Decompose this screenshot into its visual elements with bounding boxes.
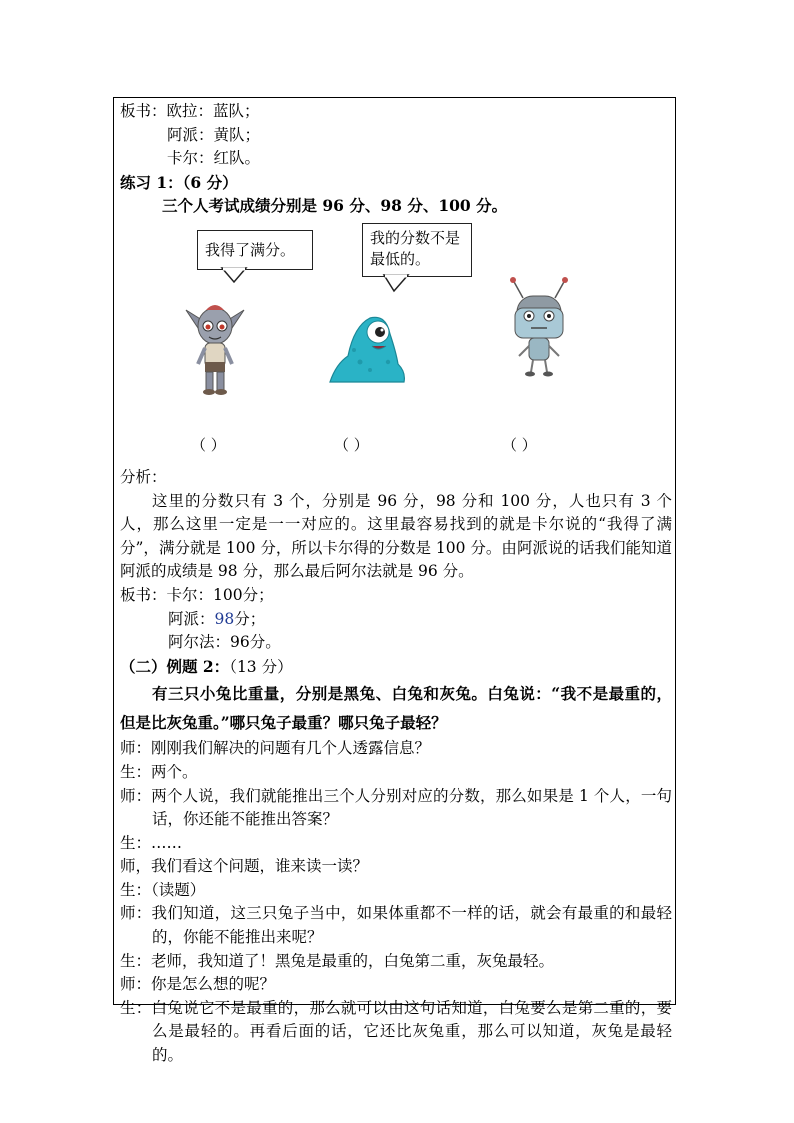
- speech-bubble-full-score: [197, 230, 313, 270]
- answer-blank-2[interactable]: （ ）: [334, 435, 369, 454]
- dialogue-line-7: 师：我们知道，这三只兔子当中，如果体重都不一样的话，就会有最重的和最轻的，你能不能推出来呢？: [120, 904, 672, 947]
- exercise-1-figure: [120, 218, 672, 466]
- robot-character-icon: [503, 276, 575, 402]
- dialogue-line-8: 生：老师，我知道了！黑兔是最重的，白兔第二重，灰兔最轻。: [120, 951, 555, 970]
- example-2-label: （二）例题 2：: [120, 656, 230, 676]
- dialogue-line-1: 师：刚刚我们解决的问题有几个人透露信息？: [120, 739, 431, 758]
- dialogue-line-10: 生：白兔说它不是最重的，那么就可以由这句话知道，白兔要么是第二重的，要么是最轻的。再看后面的话，它还比灰兔重，那么可以知道，灰兔是最轻的。: [120, 998, 672, 1065]
- example-2-question: 有三只小兔比重量，分别是黑兔、白兔和灰兔。白兔说：“我不是最重的，但是比灰兔重。”哪只兔子最重？哪只兔子最轻？: [120, 684, 672, 733]
- dialogue-line-4: 生：……: [120, 833, 183, 852]
- example-2-title: [120, 655, 672, 680]
- answer-blank-3[interactable]: （ ）: [502, 435, 537, 454]
- exercise-1-title: 练习 1：（6 分）: [120, 172, 238, 192]
- speech-bubble-text-line-1: 我的分数不是: [370, 228, 461, 247]
- speech-bubble-tail: [382, 275, 412, 293]
- speech-bubble-text: 我得了满分。: [205, 240, 296, 259]
- board-notes2-name: 阿派：: [168, 609, 215, 628]
- example-2-points: （13 分）: [229, 657, 293, 676]
- dialogue-line-9: 师：你是怎么想的呢？: [120, 975, 276, 994]
- board-notes-line-3: 卡尔：红队。: [167, 149, 261, 168]
- answer-blank-1[interactable]: （ ）: [191, 435, 226, 454]
- board-notes2-line-3: 阿尔法：96分。: [168, 633, 281, 652]
- lesson-table-cell: [113, 97, 676, 1065]
- goblin-character-icon: [182, 290, 248, 398]
- dialogue-line-5: 师，我们看这个问题，谁来读一读？: [120, 857, 369, 876]
- dialogue-line-6: 生：（读题）: [120, 880, 206, 899]
- board-notes2-unit: 分；: [234, 609, 266, 628]
- board-notes-line-1: 板书：欧拉：蓝队；: [120, 102, 260, 120]
- dialogue-line-2: 生：两个。: [120, 762, 198, 781]
- dialogue-line-3: 师：两个人说，我们就能推出三个人分别对应的分数，那么如果是 1 个人，一句话，你还能不能推出答案？: [120, 786, 672, 829]
- board-notes2-score: 98: [214, 609, 235, 628]
- blob-monster-icon: [326, 306, 408, 386]
- speech-bubble-not-lowest: [362, 223, 472, 277]
- board-notes-line-2: 阿派：黄队；: [167, 125, 261, 144]
- board-notes2-line-1: 板书：卡尔：100分；: [120, 585, 274, 604]
- board-notes2-line-2: [120, 608, 672, 632]
- analysis-label: 分析：: [120, 467, 167, 486]
- speech-bubble-tail: [220, 268, 250, 284]
- analysis-paragraph: 这里的分数只有 3 个，分别是 96 分，98 分和 100 分，人也只有 3 个人，那么这里一定是一一对应的。这里最容易找到的就是卡尔说的“我得了满分”，满分就是 100 分，所以卡尔得的分数是 100 分。由阿派说的话我们能知道阿派的成绩是 98 分，那么最后阿尔法就是 96 分。: [120, 491, 672, 581]
- exercise-1-question: 三个人考试成绩分别是 96 分、98 分、100 分。: [162, 196, 508, 216]
- speech-bubble-text-line-2: 最低的。: [370, 249, 431, 268]
- lesson-content: [120, 100, 672, 1068]
